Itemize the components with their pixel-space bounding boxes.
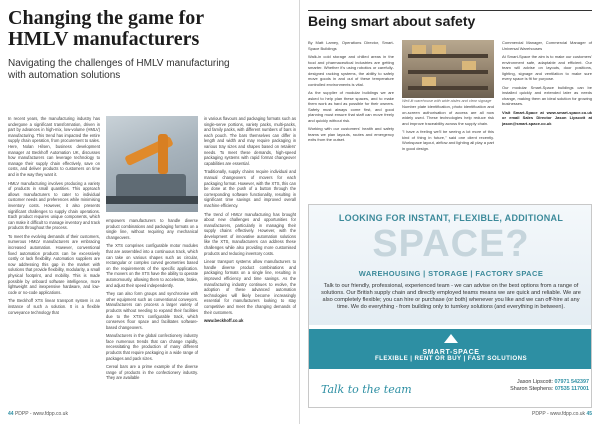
article-column-2 (106, 218, 198, 412)
paragraph: HMLV manufacturing involves producing a variety of products in small quantities. This approach allows manufacturers to cater to individual customer needs and preferences while minimising inventory costs. However, it also presents significant challenges to supply chain operations. Each product requires unique components, which can make it difficult to manage inventory and track products throughout the process. (8, 180, 100, 231)
paragraph: As the supplier of modular buildings we are asked to help plan these spaces, and to make them work as hard as possible for their owners. Safety must always come first, and good planning must ensure that staff can move freely and quickly without risk. (308, 90, 394, 123)
article-title-right: Being smart about safety (308, 13, 476, 29)
right-page (300, 0, 600, 424)
paragraph: By Matt Lamey, Operations Director, Smart-Space Buildings (308, 40, 394, 51)
paragraph: The XTS comprises configurable motor modules that are assembled into a continuous track, which can take on various shapes such as circular, rectangular or complex curved geometries based on the requirements of the specific application. The movers on the XTS have the ability to operate autonomously, allowing them to accelerate, brake, and adjust their speed independently. (106, 243, 198, 288)
logo-name: SMART-SPACE (422, 349, 480, 356)
smart-space-advert[interactable] (308, 204, 592, 408)
robot-photo (106, 116, 198, 212)
contact-name: Sharon Stephens: (510, 386, 554, 392)
advert-talk-to-team: Talk to the team (321, 383, 412, 396)
paragraph: Linear transport systems allow manufacturers to handle diverse product combinations and packaging formats on a single line, resulting in improved efficiency and time savings. As the manufacturing industry continues to evolve, the adoption of these advanced automation technologies will likely become increasingly essential for manufacturers looking to stay competitive and meet the changing demands of their customers. (204, 259, 296, 315)
paragraph: in various flavours and packaging formats such as single-serve portions, variety packs, multi-packs, and family packs, with different numbers of bars in each pouch. The bars themselves can differ in length and width and may require packaging in various tray sizes and shapes based on retailers' needs. To meet these demands, high-speed packaging systems with rapid format changeover capabilities are essential. (204, 116, 296, 166)
advert-services: WAREHOUSING | STORAGE | FACTORY SPACE (358, 269, 544, 278)
paragraph: Manufacturers in the global confectionery industry face numerous trends that can change rapidly, necessitating the production of many different products that require packaging in a wide range of packages and pack sizes. (106, 333, 198, 361)
smart-space-logo (405, 331, 497, 356)
page-number: 45 (586, 411, 592, 417)
article-column-3 (204, 116, 296, 412)
advert-strapline: FLEXIBLE | RENT OR BUY | FAST SOLUTIONS (375, 355, 527, 362)
warehouse-photo (402, 40, 494, 98)
photo-caption: Well-lit warehouse with wide aisles and clear signage (402, 99, 492, 103)
article-column-right-1 (308, 40, 394, 202)
contact-phone[interactable]: 07535 117001 (554, 386, 589, 392)
paragraph: Number plate identification, photo identification and on-screen authorisation of access are all now widely used. These technologies help reduce risk and improve traceability across the supply chain. (402, 104, 494, 126)
folio-text: PDPP - www.fdpp.co.uk (532, 411, 586, 417)
contact-line[interactable] (479, 379, 589, 386)
page-number: 44 (8, 411, 14, 417)
advert-headline: SPACE? (372, 223, 530, 265)
paragraph: "I have a feeling we'll be seeing a lot more of this kind of thing in future," said one client recently. Workspace layout, airflow and lighting all play a part in good design. (402, 129, 494, 151)
contact-paragraph: Visit Smart-Space at www.smart-space.co.uk or email Sales Director Jason Lipscott at jason@smart-space.co.uk (502, 109, 592, 126)
paragraph: Traditionally, supply chains require individual and manual changeovers of movers for each packaging format. However, with the XTS, this can be done at the push of a button through the corresponding software functionality, resulting in significant time savings and improved overall machine efficiency. (204, 169, 296, 208)
paragraph: At Smart-Space the aim is to make our customers' environment safe, adaptable and efficient. Our team will advise on layouts, door positions, lighting, signage and ventilation to make sure every space is fit for purpose. (502, 54, 592, 81)
paragraph: The Beckhoff XTS linear transport system is an instance of such a solution. It is a flexible conveyance technology that (8, 298, 100, 315)
paragraph: The trend of HMLV manufacturing has brought about new challenges and opportunities for manufacturers, particularly in managing their supply chains effectively. However, with the development of innovative automation solutions like the XTS, manufacturers can address these challenges while also providing more customised products and reducing inventory costs. (204, 211, 296, 256)
paragraph: Our modular Smart-Space buildings can be installed quickly and extended later as needs change, making them an ideal solution for growing businesses. (502, 84, 592, 106)
paragraph: They can also form groups and synchronise with other equipment such as conventional conveyors. Manufacturers can process a larger variety of products without needing to expand their facilities due to the XTS's configurable track, which conserves floor space and facilitates software-based changeovers. (106, 291, 198, 330)
article-column-right-3 (502, 40, 592, 202)
paragraph: Walk-in cold storage and chilled areas in the food and pharmaceutical industries are getting smarter. Whether it's using robotics or carefully-designed racking systems, the ability to safely move goods in and out of these temperature controlled environments is vital. (308, 54, 394, 87)
advert-tagline: LOOKING FOR INSTANT, FLEXIBLE, ADDITIONAL (338, 213, 564, 223)
article-column-1 (8, 116, 100, 412)
paragraph: Cereal bars are a prime example of the diverse range of products in the confectionery industry. They are available (106, 364, 198, 381)
folio-left (8, 411, 68, 417)
paragraph: empowers manufacturers to handle diverse product combinations and packaging formats on a single line, without requiring any mechanical changeovers. (106, 218, 198, 240)
paragraph: Working with our customers' health and safety teams we plan layouts, routes and emergency exits from the outset. (308, 126, 394, 142)
contact-phone[interactable]: 07971 542397 (554, 379, 589, 385)
article-column-right-2 (402, 104, 494, 202)
contact-name: Jason Lipscott: (517, 379, 554, 385)
house-icon (444, 334, 458, 343)
paragraph: To meet the evolving demands of their customers, numerous HMLV manufacturers are embracing increased automation. However, conventional fixed automation products can be excessively costly or lack flexibility. Automation suppliers are now addressing this gap in the market with solutions that provide flexibility, modularity, a small physical footprint, and mobility. This is made possible by onboard software intelligence, more lightweight and inexpensive hardware, and low-code or no-code applications. (8, 233, 100, 295)
folio-text: PDPP - www.fdpp.co.uk (14, 411, 68, 417)
advert-contacts (479, 379, 589, 393)
advert-body: Talk to our friendly, professional, experienced team - we can advise on the best options from a range of solutions. Our British supply chain and directly employed teams means we are quick and reliable. We are also completely flexible; you can hire or purchase (or both) whenever you like and we can off-hire at any time. We do everything - from building only to turnkey solutions (and everything in between). (321, 283, 581, 310)
article-url[interactable]: www.beckhoff.co.uk (204, 318, 244, 324)
paragraph: Commercial Manager, Commercial Manager of Universal Warehouses (502, 40, 592, 51)
contact-line[interactable] (479, 386, 589, 393)
article-title: Changing the game for HMLV manufacturers (8, 7, 204, 50)
paragraph: In recent years, the manufacturing industry has undergone a significant transformation, driven in part by advances in high-mix, low-volume (HMLV) manufacturing. This trend has impacted the entire supply chain operation, from procurement to sales. Here, Nolan Hilsen, business development manager at Beckhoff Automation UK, discusses how manufacturers can leverage technology to manage their supply chain effectively, save on costs, and deliver products to customers on time and in the way they want it. (8, 116, 100, 177)
article-standfirst: Navigating the challenges of HMLV manufacturing with automation solutions (8, 58, 230, 81)
folio-right (532, 411, 592, 417)
